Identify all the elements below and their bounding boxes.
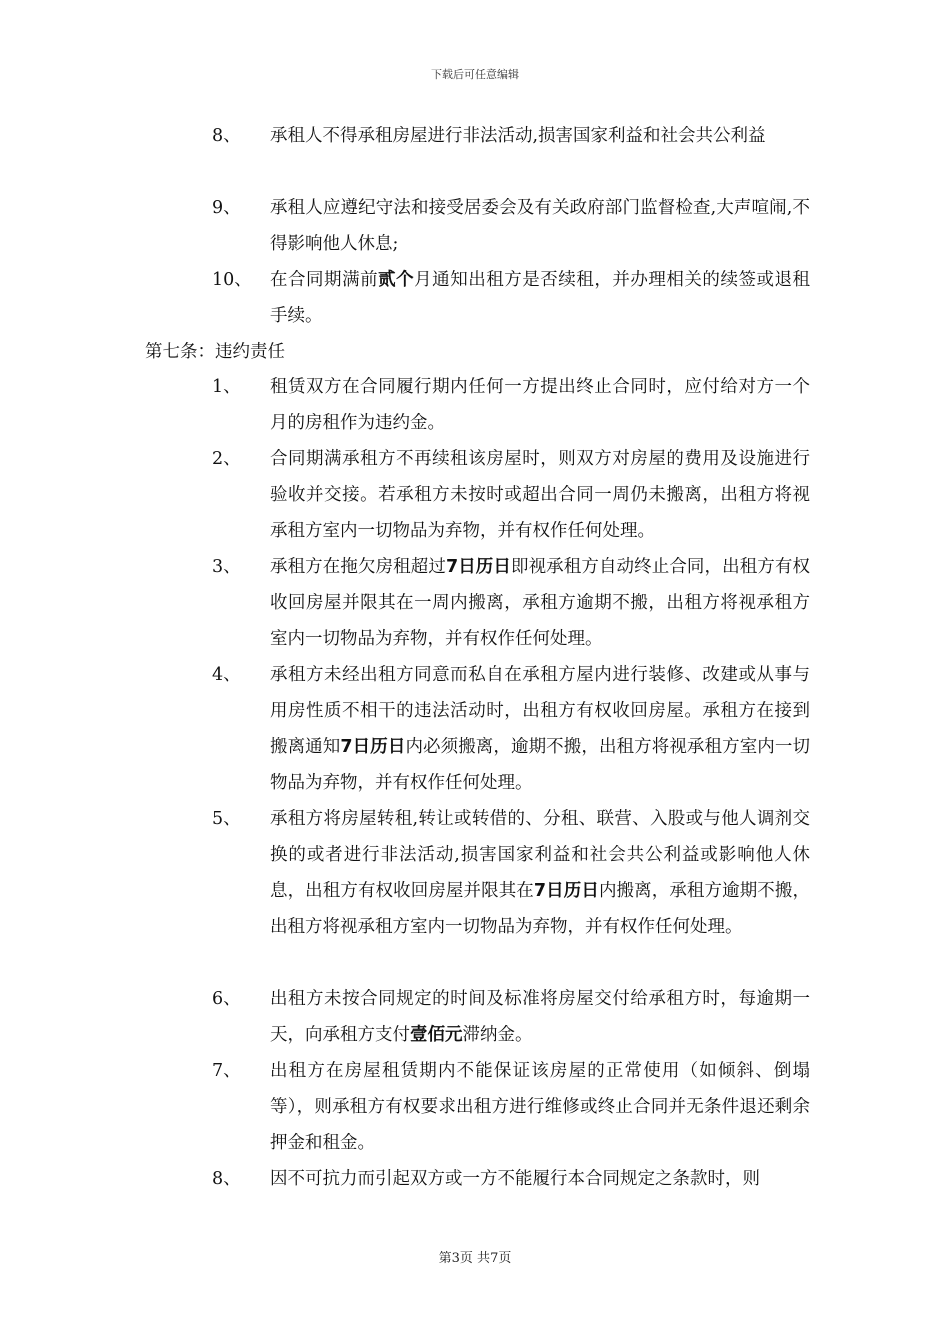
clause-text bbox=[270, 549, 810, 657]
footer-page-number: 3 bbox=[451, 1251, 460, 1266]
clause-text-part: 因不可抗力而引起双方或一方不能履行本合同规定之条款时，则 bbox=[270, 1169, 760, 1189]
clause-text bbox=[270, 981, 810, 1053]
clause-text-part: 即视承租方自动终止合同，出租方有权收回房屋并限其在一周内搬离，承租方逾期不搬，出租方将视承租方室内一切物品为弃物，并有权作任何处理。 bbox=[270, 557, 810, 649]
clause-emphasis: 贰个 bbox=[378, 270, 415, 290]
clause-text-part: 内搬离，承租方逾期不搬，出租方将视承租方室内一切物品为弃物，并有权作任何处理。 bbox=[270, 881, 810, 937]
clause-text-part: 承租方将房屋转租,转让或转借的、分租、联营、入股或与他人调剂交换的或者进行非法活动,损害国家利益和社会共公利益或影响他人休息，出租方有权收回房屋并限其在 bbox=[270, 809, 810, 901]
clause-text bbox=[270, 190, 810, 262]
footer-page-label: 第 bbox=[438, 1251, 452, 1266]
footer-total-pages: 7 bbox=[490, 1251, 499, 1266]
clause-emphasis: 7日历日 bbox=[533, 881, 599, 901]
page-footer bbox=[0, 1247, 950, 1266]
clause-text-part: 租赁双方在合同履行期内任何一方提出终止合同时，应付给对方一个月的房租作为违约金。 bbox=[270, 377, 810, 433]
clause-emphasis: 7日历日 bbox=[445, 557, 511, 577]
clause-number: 8、 bbox=[212, 1169, 241, 1189]
page-header: 下载后可任意编辑 bbox=[431, 68, 519, 81]
clause-text-part: 合同期满承租方不再续租该房屋时，则双方对房屋的费用及设施进行验收并交接。若承租方未按时或超出合同一周仍未搬离，出租方将视承租方室内一切物品为弃物，并有权作任何处理。 bbox=[270, 449, 810, 541]
clause-text-part: 承租人应遵纪守法和接受居委会及有关政府部门监督检查,大声喧闹,不得影响他人休息; bbox=[270, 198, 810, 254]
clause-number: 5、 bbox=[212, 809, 241, 829]
clause-text bbox=[270, 1161, 810, 1197]
clause-number: 9、 bbox=[212, 198, 241, 218]
clause-emphasis: 壹佰元 bbox=[410, 1025, 463, 1045]
clause-text-part: 承租方未经出租方同意而私自在承租方屋内进行装修、改建或从事与用房性质不相干的违法活动时，出租方有权收回房屋。承租方在接到搬离通知 bbox=[270, 665, 810, 757]
clause-text-part: 承租方在拖欠房租超过 bbox=[270, 557, 446, 577]
clause-number: 1、 bbox=[212, 377, 241, 397]
footer-end: 页 bbox=[498, 1251, 512, 1266]
clause-text-part: 月通知出租方是否续租，并办理相关的续签或退租手续。 bbox=[270, 270, 811, 326]
section-title: 第七条：违约责任 bbox=[145, 342, 285, 362]
clause-text bbox=[270, 441, 810, 549]
clause-number: 6、 bbox=[212, 989, 241, 1009]
clause-text bbox=[270, 369, 810, 441]
clause-text bbox=[270, 118, 810, 154]
clause-number: 2、 bbox=[212, 449, 241, 469]
clause-text bbox=[270, 657, 810, 801]
clause-text bbox=[270, 1053, 810, 1161]
clause-number: 3、 bbox=[212, 557, 241, 577]
clause-number: 10、 bbox=[212, 270, 252, 290]
clause-text bbox=[270, 801, 810, 945]
clause-text-part: 出租方未按合同规定的时间及标准将房屋交付给承租方时，每逾期一天，向承租方支付 bbox=[270, 989, 810, 1045]
clause-text-part: 出租方在房屋租赁期内不能保证该房屋的正常使用（如倾斜、倒塌等），则承租方有权要求出租方进行维修或终止合同并无条件退还剩余押金和租金。 bbox=[270, 1061, 810, 1153]
clause-number: 8、 bbox=[212, 126, 241, 146]
clause-text-part: 内必须搬离，逾期不搬，出租方将视承租方室内一切物品为弃物，并有权作任何处理。 bbox=[270, 737, 810, 793]
clause-text-part: 承租人不得承租房屋进行非法活动,损害国家利益和社会共公利益 bbox=[270, 126, 766, 146]
footer-mid: 页 共 bbox=[459, 1251, 491, 1266]
clause-emphasis: 7日历日 bbox=[340, 737, 406, 757]
clause-number: 4、 bbox=[212, 665, 241, 685]
clause-number: 7、 bbox=[212, 1061, 241, 1081]
clause-text-part: 在合同期满前 bbox=[270, 270, 379, 290]
clause-text-part: 滞纳金。 bbox=[462, 1025, 533, 1045]
clause-text bbox=[270, 262, 810, 334]
